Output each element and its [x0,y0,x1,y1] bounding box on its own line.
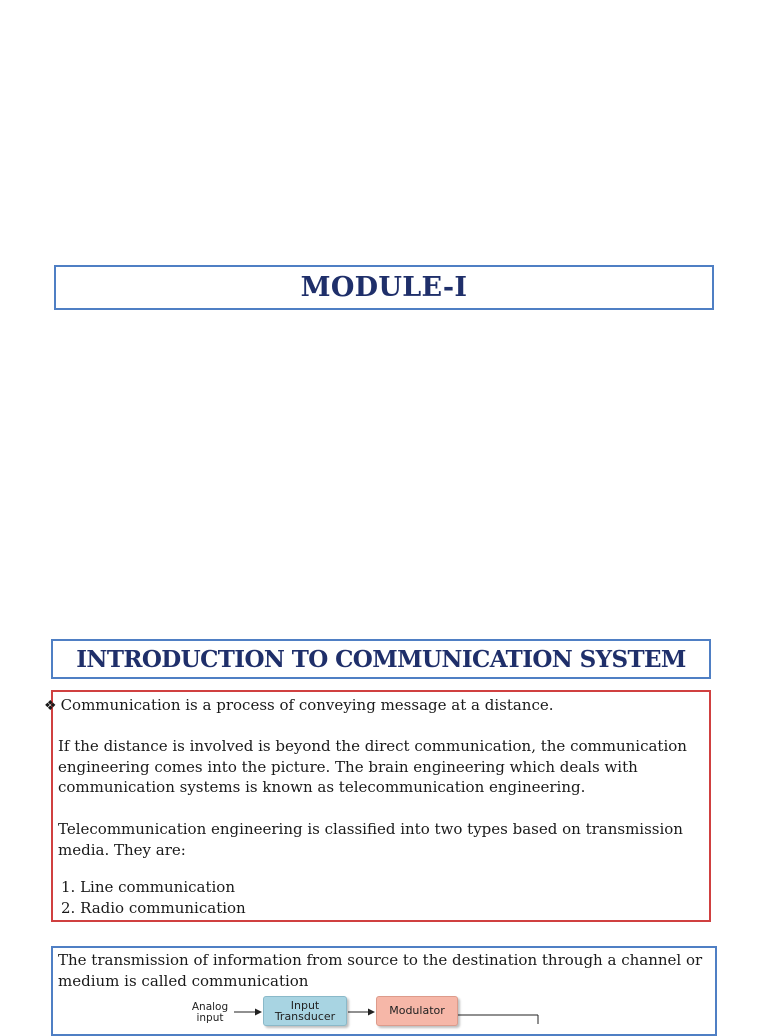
list-item: 2. Radio communication [61,899,246,917]
input-transducer-block [263,996,347,1026]
intro-title-box [51,639,711,679]
types-list [61,877,246,919]
section-title: INTRODUCTION TO COMMUNICATION SYSTEM [76,645,686,673]
bullet-line [44,695,554,717]
analog-input-label [186,1002,234,1024]
module-title-box [54,265,714,310]
block-label: Modulator [389,1004,445,1018]
label-line: Analog [191,1001,229,1013]
label-line: input [196,1012,224,1024]
definition-text: The transmission of information from source to the destination through a channel or medium is called communication [58,951,703,990]
diamond-bullet-icon: ❖ [44,698,57,714]
module-title: MODULE-I [300,272,468,303]
modulator-block [376,996,458,1026]
list-item: 1. Line communication [61,878,236,896]
block-label: Transducer [274,1010,336,1023]
paragraph-classification: Telecommunication engineering is classified into two types based on transmission media. They are: [58,820,683,859]
paragraph-telecom-intro: If the distance is involved is beyond the direct communication, the communication engineering comes into the picture. The brain engineering which deals with communication systems is known as telecommunication engineering. [58,737,687,796]
bullet-text: Communication is a process of conveying message at a distance. [60,696,554,714]
block-label: Input [290,998,320,1012]
